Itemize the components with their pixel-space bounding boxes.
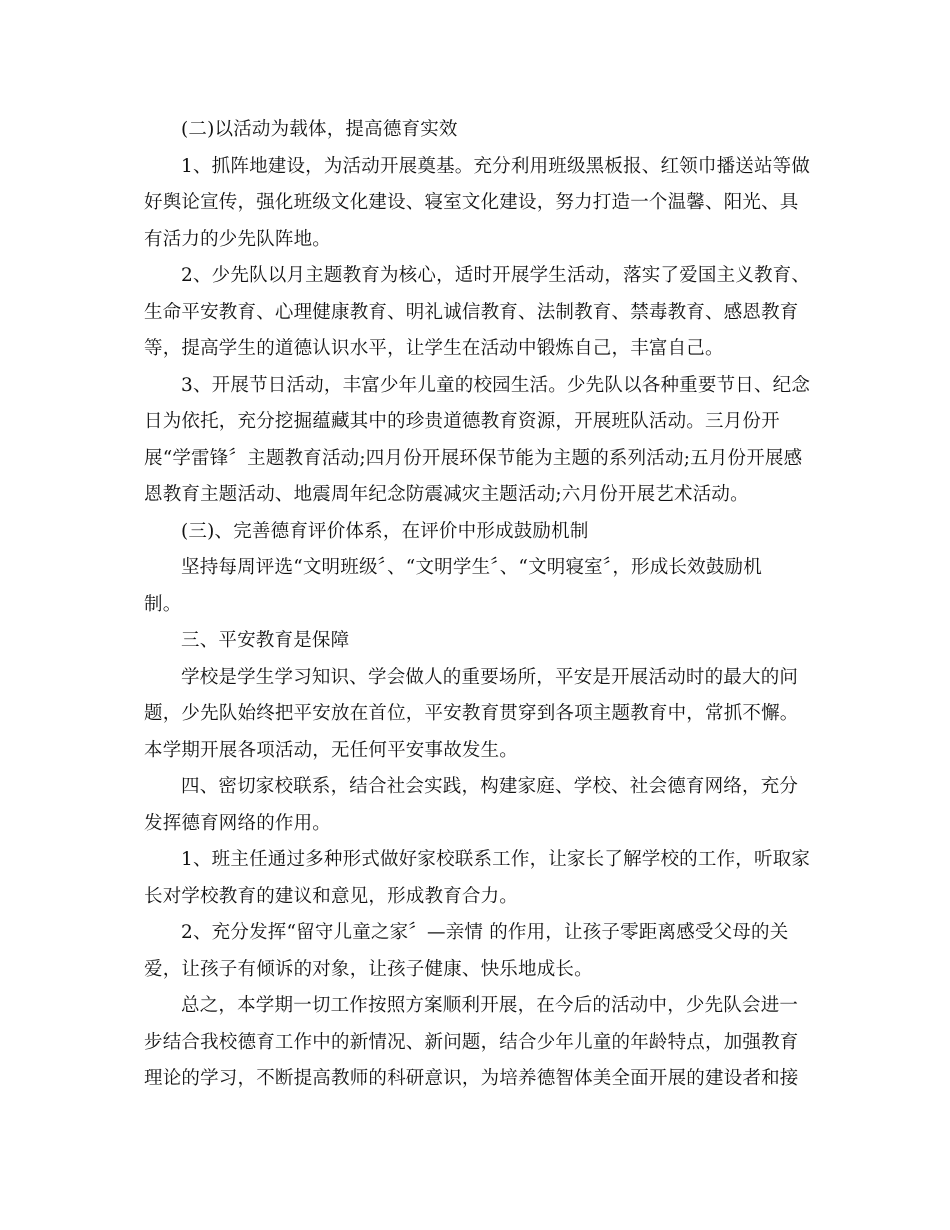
text-line: 题，少先队始终把平安放在首位，平安教育贯穿到各项主题教育中，常抓不懈。	[144, 703, 799, 724]
text-line: 2、充分发挥“留守儿童之家〞—亲情 的作用，让孩子零距离感受父母的关	[181, 922, 789, 943]
text-line: 2、少先队以月主题教育为核心，适时开展学生活动，落实了爱国主义教育、	[181, 265, 811, 286]
text-line: 3、开展节日活动，丰富少年儿童的校园生活。少先队以各种重要节日、纪念	[181, 374, 811, 396]
text-line: 展“学雷锋〞主题教育活动;四月份开展环保节能为主题的系列活动;五月份开展感	[144, 447, 803, 469]
text-line: 日为依托，充分挖掘蕴藏其中的珍贵道德教育资源，开展班队活动。三月份开	[144, 411, 780, 432]
text-line: 理论的学习，不断提高教师的科研意识，为培养德智体美全面开展的建设者和接	[144, 1068, 799, 1089]
text-line: (三)、完善德育评价体系，在评价中形成鼓励机制	[181, 520, 589, 542]
text-line: 制。	[144, 593, 182, 615]
document-body	[144, 112, 811, 1098]
text-line: (二)以活动为载体，提高德育实效	[181, 119, 458, 140]
text-line: 学校是学生学习知识、学会做人的重要场所，平安是开展活动时的最大的问	[181, 666, 799, 688]
text-line: 坚持每周评选“文明班级〞、“文明学生〞、“文明寝室〞，形成长效鼓励机	[181, 557, 762, 578]
text-line: 1、抓阵地建设，为活动开展奠基。充分利用班级黑板报、红领巾播送站等做	[181, 155, 811, 177]
text-line: 长对学校教育的建议和意见，形成教育合力。	[144, 885, 519, 907]
text-line: 发挥德育网络的作用。	[144, 812, 332, 834]
text-line: 三、平安教育是保障	[181, 630, 350, 651]
text-line: 爱，让孩子有倾诉的对象，让孩子健康、快乐地成长。	[144, 958, 593, 980]
text-line: 生命平安教育、心理健康教育、明礼诚信教育、法制教育、禁毒教育、感恩教育	[144, 301, 799, 323]
text-line: 总之，本学期一切工作按照方案顺利开展，在今后的活动中，少先队会进一	[181, 995, 799, 1016]
text-line: 有活力的少先队阵地。	[144, 228, 332, 250]
text-line: 四、密切家校联系，结合社会实践，构建家庭、学校、社会德育网络，充分	[181, 776, 799, 797]
text-line: 好舆论宣传，强化班级文化建设、寝室文化建设，努力打造一个温馨、阳光、具	[144, 192, 799, 213]
text-line: 恩教育主题活动、地震周年纪念防震减灾主题活动;六月份开展艺术活动。	[144, 484, 749, 505]
text-line: 1、班主任通过多种形式做好家校联系工作，让家长了解学校的工作，听取家	[181, 849, 811, 870]
text-line: 本学期开展各项活动，无任何平安事故发生。	[144, 739, 519, 761]
text-line: 等，提高学生的道德认识水平，让学生在活动中锻炼自己，丰富自己。	[144, 338, 724, 359]
text-line: 步结合我校德育工作中的新情况、新问题，结合少年儿童的年龄特点，加强教育	[144, 1031, 799, 1053]
